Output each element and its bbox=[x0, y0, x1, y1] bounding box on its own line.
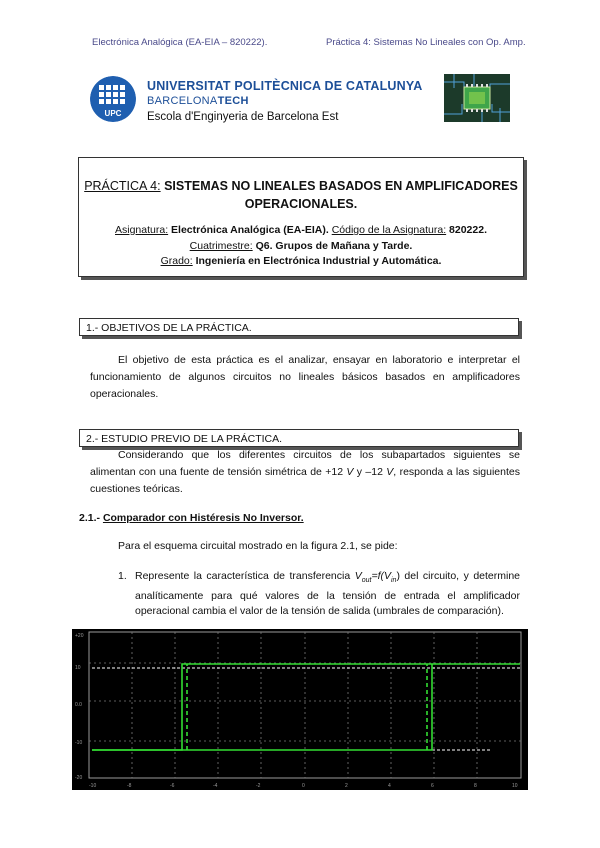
degree-line: Grado: Ingeniería en Electrónica Industrial y Automática. bbox=[160, 255, 442, 267]
svg-text:UPC: UPC bbox=[104, 109, 122, 118]
section-1-heading: 1.- OBJETIVOS DE LA PRÁCTICA. bbox=[79, 318, 519, 336]
svg-text:-4: -4 bbox=[213, 783, 218, 789]
svg-text:6: 6 bbox=[431, 783, 434, 789]
subject-line: Asignatura: Electrónica Analógica (EA-EIA). Código de la Asignatura: 820222. bbox=[115, 224, 487, 236]
svg-text:8: 8 bbox=[474, 783, 477, 789]
svg-text:-20: -20 bbox=[75, 775, 83, 781]
svg-text:-10: -10 bbox=[75, 740, 83, 746]
svg-text:2: 2 bbox=[345, 783, 348, 789]
svg-text:-8: -8 bbox=[127, 783, 132, 789]
svg-text:10: 10 bbox=[75, 665, 81, 671]
svg-text:-10: -10 bbox=[89, 783, 97, 789]
section-2-body: Considerando que los diferentes circuitos de los subapartados siguientes se alimentan con una fuente de tensión simétrica de +12 V y –12 V, responda a las siguientes cuestiones teóricas. bbox=[90, 449, 520, 495]
svg-text:+20: +20 bbox=[75, 633, 84, 639]
list-item: 1. Represente la característica de transferencia $V_{out}=f(V_{in})$ del circuito, y determine analíticamente para qué valores de la tensión de entrada el amplificador operacional cambia el valor de la tensión de salida (umbrales de comparación). bbox=[118, 570, 521, 618]
title-box bbox=[78, 157, 524, 277]
school-name: Escola d'Enginyeria de Barcelona Est bbox=[147, 111, 339, 123]
university-name: UNIVERSITAT POLITÈCNICA DE CATALUNYA bbox=[147, 79, 423, 93]
section-1-body: El objetivo de esta práctica es el analizar, ensayar en laboratorio e interpretar el funcionamiento de algunos circuitos no lineales básicos basados en amplificadores operacionales. bbox=[90, 354, 520, 400]
header-right: Práctica 4: Sistemas No Lineales con Op. Amp. bbox=[326, 37, 526, 48]
svg-text:0: 0 bbox=[302, 783, 305, 789]
barcelonatech: BARCELONATECH bbox=[147, 95, 249, 107]
circuit-board-image bbox=[444, 74, 510, 122]
section-2-heading: 2.- ESTUDIO PREVIO DE LA PRÁCTICA. bbox=[79, 429, 519, 447]
practice-title: PRÁCTICA 4: SISTEMAS NO LINEALES BASADOS EN AMPLIFICADORES OPERACIONALES. bbox=[84, 179, 518, 211]
subsection-intro: Para el esquema circuital mostrado en la figura 2.1, se pide: bbox=[118, 540, 398, 552]
subsection-heading: 2.1.- Comparador con Histéresis No Inversor. bbox=[79, 512, 304, 524]
svg-text:4: 4 bbox=[388, 783, 391, 789]
header-left: Electrónica Analógica (EA-EIA – 820222). bbox=[92, 37, 268, 48]
svg-text:-6: -6 bbox=[170, 783, 175, 789]
upc-logo bbox=[90, 76, 136, 122]
term-line: Cuatrimestre: Q6. Grupos de Mañana y Tarde. bbox=[189, 240, 413, 252]
svg-text:10: 10 bbox=[512, 783, 518, 789]
transfer-characteristic-plot bbox=[72, 629, 528, 790]
svg-text:-2: -2 bbox=[256, 783, 261, 789]
svg-text:0.0: 0.0 bbox=[75, 702, 82, 708]
